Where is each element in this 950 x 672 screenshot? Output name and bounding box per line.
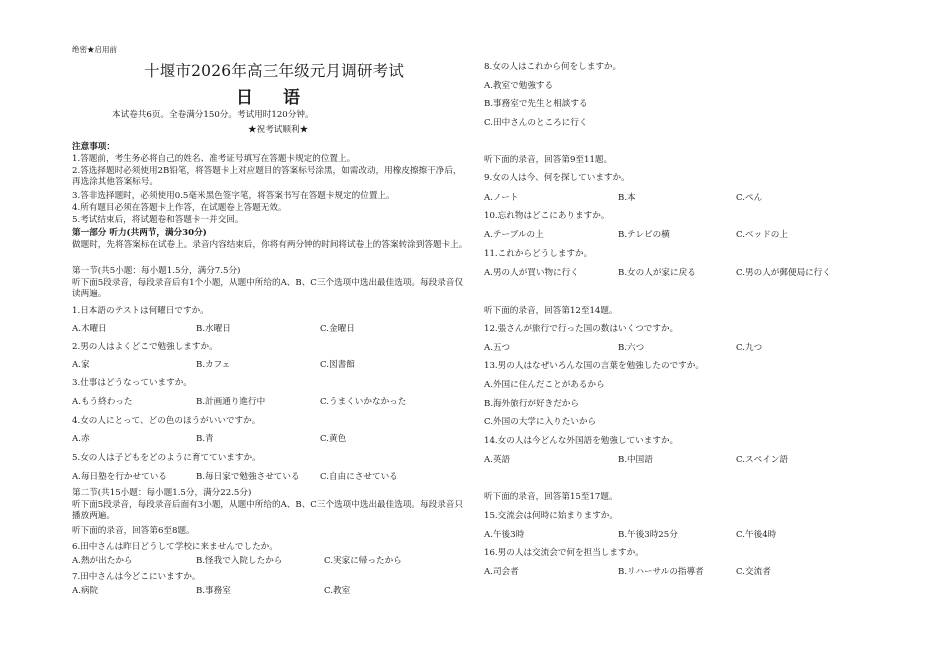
- option-c: C.スペイン語: [736, 455, 788, 465]
- option-c: C.うまくいかなかった: [320, 397, 407, 407]
- option-c: C.実家に帰ったから: [324, 556, 402, 566]
- question-stem: 3.仕事はどうなっていますか。: [72, 378, 192, 388]
- question-stem: 14.女の人は今どんな外国語を勉強していますか。: [484, 436, 679, 446]
- question-stem: 4.女の人にとって、どの色のほうがいいですか。: [72, 416, 261, 426]
- option-c: C.男の人が郵便局に行く: [736, 268, 831, 278]
- question-stem: 5.女の人は子どもをどのように育てていますか。: [72, 453, 261, 463]
- option-b: B.女の人が家に戻る: [618, 268, 696, 278]
- note-item: 3.答非选择题时，必须使用0.5毫米黑色签字笔，将答案书写在答题卡规定的位置上。: [72, 191, 395, 201]
- option-b: B.テレビの横: [618, 230, 670, 240]
- option-a: A.教室で勉強する: [484, 81, 554, 91]
- option-b: B.六つ: [618, 343, 645, 353]
- option-b: B.中国語: [618, 455, 653, 465]
- question-stem: 1.日本語のテストは何曜日ですか。: [72, 306, 209, 316]
- option-b: B.怪我で入院したから: [196, 556, 283, 566]
- option-b: B.カフェ: [196, 360, 231, 370]
- question-stem: 8.女の人はこれから何をしますか。: [484, 62, 622, 72]
- option-c: C.教室: [324, 586, 351, 596]
- option-a: A.テーブルの上: [484, 230, 544, 240]
- question-stem: 16.男の人は交流会で何を担当しますか。: [484, 548, 644, 558]
- note-item: 4.所有题目必须在答题卡上作答，在试题卷上答题无效。: [72, 203, 287, 213]
- option-b: B.リハーサルの指導者: [618, 567, 704, 577]
- section1-intro: 听下面5段录音，每段录音后有1个小题，从题中所给的A、B、C三个选项中选出最佳选项。每段录音仅读两遍。: [72, 278, 463, 299]
- option-b: B.海外旅行が好きだから: [484, 399, 579, 409]
- listen-instruction: 听下面的录音，回答第15至17题。: [484, 492, 618, 502]
- option-a: A.ノート: [484, 193, 519, 203]
- option-a: A.男の人が買い物に行く: [484, 268, 579, 278]
- question-stem: 2.男の人はよくどこで勉強しますか。: [72, 342, 218, 352]
- option-b: B.青: [196, 434, 214, 444]
- question-stem: 9.女の人は今、何を探していますか。: [484, 173, 630, 183]
- option-c: C.午後4時: [736, 530, 777, 540]
- question-stem: 6.田中さんは昨日どうして学校に来ませんでしたか。: [72, 542, 278, 552]
- option-a: A.病院: [72, 586, 99, 596]
- option-c: C.九つ: [736, 343, 763, 353]
- option-a: A.もう終わった: [72, 397, 133, 407]
- option-a: A.赤: [72, 434, 90, 444]
- option-c: C.外国の大学に入りたいから: [484, 417, 597, 427]
- section1-heading: 第一节(共5小题：每小题1.5分，满分7.5分): [72, 266, 241, 276]
- option-a: A.熱が出たから: [72, 556, 133, 566]
- part1-heading: 第一部分 听力(共两节，满分30分): [72, 228, 207, 238]
- option-c: C.金曜日: [320, 324, 355, 334]
- option-c: C.交流者: [736, 567, 771, 577]
- listen-instruction: 听下面的录音，回答第9至11题。: [484, 155, 613, 165]
- option-c: C.ベッドの上: [736, 230, 788, 240]
- question-stem: 11.これからどうしますか。: [484, 249, 593, 259]
- option-c: C.自由にさせている: [320, 472, 398, 482]
- note-item: 5.考试结束后，将试题卷和答题卡一并交回。: [72, 215, 244, 225]
- option-c: C.黄色: [320, 434, 347, 444]
- question-stem: 15.交流会は何時に始まりますか。: [484, 511, 618, 521]
- option-a: A.木曜日: [72, 324, 107, 334]
- exam-subject: 日语: [236, 88, 330, 108]
- note-item: 1.答题前，考生务必将自己的姓名、准考证号填写在答题卡规定的位置上。: [72, 154, 356, 164]
- option-b: B.事務室で先生と相談する: [484, 99, 588, 109]
- exam-info: 本试卷共6页。全卷满分150分。考试用时120分钟。: [112, 110, 314, 120]
- section2-intro: 听下面5段录音，每段录音后面有3小题，从题中所给的A、B、C三个选项中选出最佳选项。每段录音只播放两遍。: [72, 500, 463, 521]
- option-a: A.司会者: [484, 567, 519, 577]
- question-stem: 10.忘れ物はどこにありますか。: [484, 211, 610, 221]
- option-b: B.午後3時25分: [618, 530, 678, 540]
- question-stem: 12.張さんが旅行で行った国の数はいくつですか。: [484, 324, 679, 334]
- option-c: C.田中さんのところに行く: [484, 118, 588, 128]
- note-item: 2.答选择题时必须使用2B铅笔，将答题卡上对应题目的答案标号涂黑，如需改动，用橡皮擦擦干净后，再选涂其他答案标号。: [72, 166, 462, 187]
- question-stem: 13.男の人はなぜいろんな国の言葉を勉強したのですか。: [484, 361, 704, 371]
- option-b: B.毎日家で勉強させている: [196, 472, 300, 482]
- option-b: B.本: [618, 193, 636, 203]
- listen-instruction: 听下面的录音，回答第12至14题。: [484, 306, 618, 316]
- option-b: B.事務室: [196, 586, 231, 596]
- option-a: A.毎日塾を行かせている: [72, 472, 167, 482]
- confidential-mark: 绝密★启用前: [72, 45, 117, 54]
- listen-instruction: 听下面的录音，回答第6至8题。: [72, 526, 195, 536]
- exam-wish: ★祝考试顺利★: [248, 125, 309, 135]
- option-a: A.外国に住んだことがあるから: [484, 380, 605, 390]
- option-b: B.水曜日: [196, 324, 231, 334]
- option-c: C.ぺん: [736, 193, 763, 203]
- option-a: A.英語: [484, 455, 511, 465]
- exam-title: 十堰市2026年高三年级元月调研考试: [144, 62, 405, 80]
- notes-heading: 注意事项：: [72, 142, 115, 152]
- option-a: A.家: [72, 360, 90, 370]
- option-a: A.五つ: [484, 343, 511, 353]
- section2-heading: 第二节(共15小题：每小题1.5分，满分22.5分): [72, 488, 252, 498]
- part1-intro: 做题时，先将答案标在试卷上。录音内容结束后，你将有两分钟的时间将试卷上的答案转涂到答题卡上。: [72, 240, 468, 250]
- question-stem: 7.田中さんは今どこにいますか。: [72, 572, 201, 582]
- option-a: A.午後3時: [484, 530, 525, 540]
- option-c: C.図書館: [320, 360, 355, 370]
- option-b: B.計画通り進行中: [196, 397, 266, 407]
